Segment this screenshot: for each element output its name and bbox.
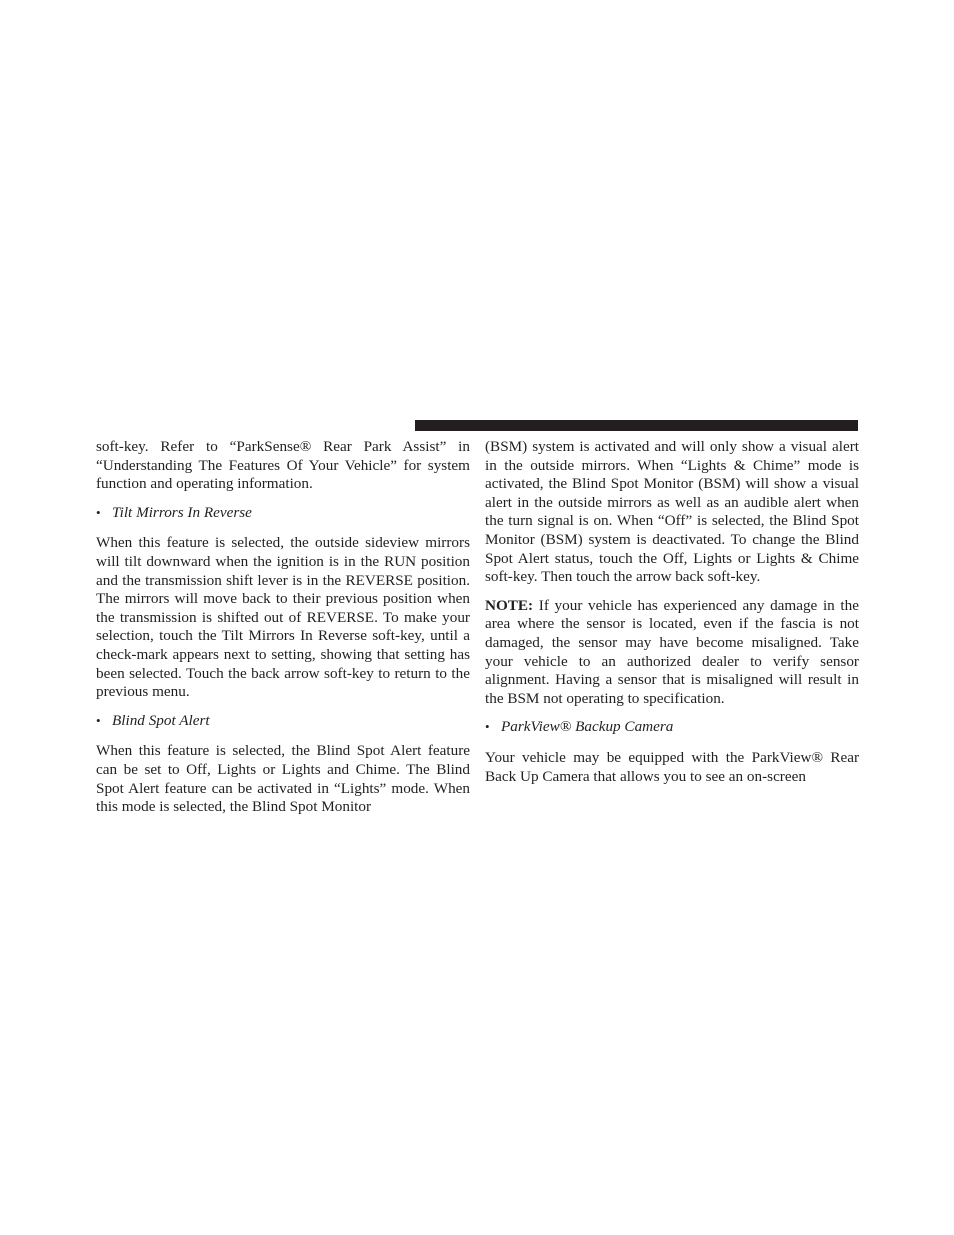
- paragraph: Your vehicle may be equipped with the ParkView® Rear Back Up Camera that allows you to see an on-screen: [485, 748, 859, 785]
- note-text: If your vehicle has experienced any damage in the area where the sensor is located, even if the fascia is not damaged, the sensor may have become misaligned. Take your vehicle to an authorized dealer to verify sensor alignment. Having a sensor that is misaligned will result in the BSM not operating to specification.: [485, 596, 859, 707]
- bullet-label: Blind Spot Alert: [112, 711, 210, 729]
- bullet-heading-blind-spot-alert: [96, 712, 470, 731]
- bullet-heading-parkview: [485, 718, 859, 737]
- bullet-icon: •: [96, 504, 101, 520]
- header-rule: [415, 420, 858, 431]
- bullet-icon: •: [96, 712, 101, 728]
- paragraph: When this feature is selected, the Blind Spot Alert feature can be set to Off, Lights or Lights and Chime. The Blind Spot Alert feature can be activated in “Lights” mode. When this mode is selected, the Blind Spot Monitor: [96, 742, 470, 816]
- right-column: [485, 438, 859, 796]
- bullet-label: ParkView® Backup Camera: [501, 718, 674, 736]
- paragraph: soft-key. Refer to “ParkSense® Rear Park Assist” in “Understanding The Features Of Your Vehicle” for system function and operating information.: [96, 438, 470, 493]
- bullet-label: Tilt Mirrors In Reverse: [112, 503, 252, 521]
- paragraph: (BSM) system is activated and will only show a visual alert in the outside mirrors. When “Lights & Chime” mode is activated, the Blind Spot Monitor (BSM) will show a visual alert in the outside mirrors as well as an audible alert when the turn signal is on. When “Off” is selected, the Blind Spot Monitor (BSM) system is deactivated. To change the Blind Spot Alert status, touch the Off, Lights or Lights & Chime soft-key. Then touch the arrow back soft-key.: [485, 438, 859, 586]
- note-paragraph: [485, 597, 859, 709]
- bullet-heading-tilt-mirrors: [96, 504, 470, 523]
- note-label: NOTE:: [485, 596, 534, 614]
- left-column: [96, 438, 470, 827]
- paragraph: When this feature is selected, the outside sideview mirrors will tilt downward when the ignition is in the RUN position and the transmission shift lever is in the REVERSE position. The mirrors will move back to their previous position when the transmission is shifted out of REVERSE. To make your selection, touch the Tilt Mirrors In Reverse soft-key, until a check-mark appears next to setting, showing that setting has been selected. Touch the back arrow soft-key to return to the previous menu.: [96, 534, 470, 701]
- bullet-icon: •: [485, 719, 490, 735]
